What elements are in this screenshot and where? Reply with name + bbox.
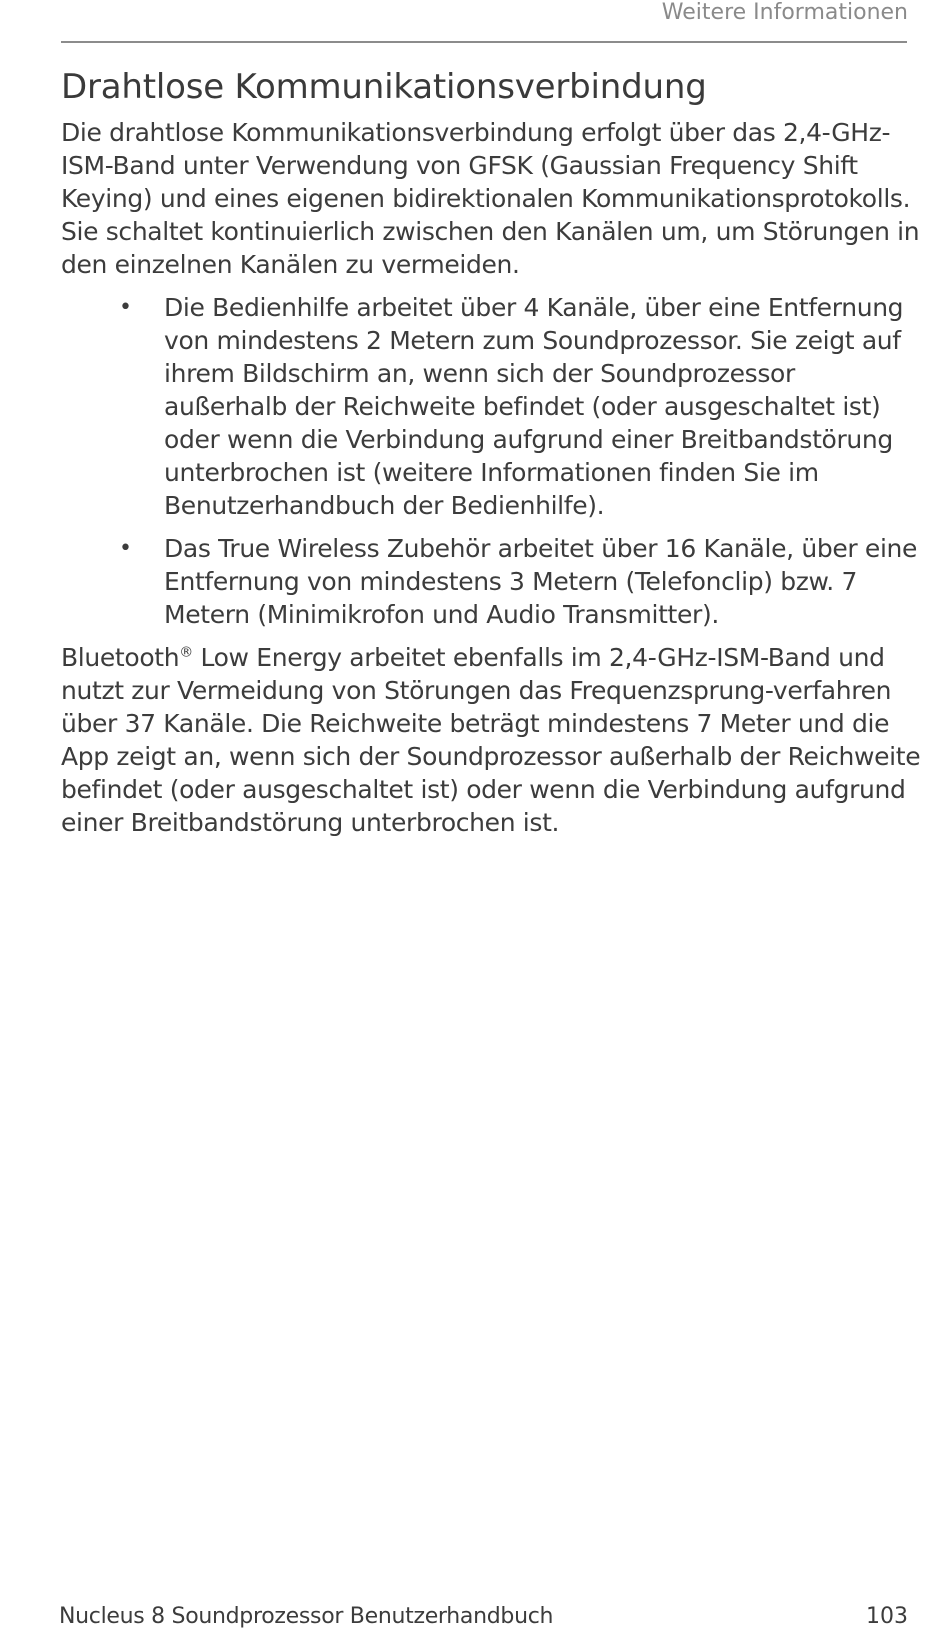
- bullet-marker: •: [119, 295, 132, 320]
- list-item-text: Das True Wireless Zubehör arbeitet über 16 Kanäle, über eine Entfernung von mindestens 3 Metern (Telefonclip) bzw. 7 Metern (Minimikrofon und Audio Transmitter).: [164, 534, 918, 629]
- list-item: [119, 532, 921, 631]
- footer-manual-title: Nucleus 8 Soundprozessor Benutzerhandbuch: [59, 1604, 554, 1629]
- running-header: Weitere Informationen: [661, 0, 908, 25]
- bluetooth-term: Bluetooth: [61, 643, 180, 672]
- intro-paragraph: Die drahtlose Kommunikationsverbindung erfolgt über das 2,4-GHz-ISM-Band unter Verwendung von GFSK (Gaussian Frequency Shift Keying) und eines eigenen bidirektionalen Kommunikationsprotokolls. Sie schaltet kontinuierlich zwischen den Kanälen um, um Störungen in den einzelnen Kanälen zu vermeiden.: [61, 118, 920, 279]
- bullet-marker: •: [119, 536, 132, 561]
- bullet-list: [61, 291, 921, 631]
- page-content: [61, 64, 921, 839]
- list-item: [119, 291, 921, 522]
- list-item-text: Die Bedienhilfe arbeitet über 4 Kanäle, über eine Entfernung von mindestens 2 Metern zum Soundprozessor. Sie zeigt auf ihrem Bildschirm an, wenn sich der Soundprozessor außerhalb der Reichweite befindet (oder ausgeschaltet ist) oder wenn die Verbindung aufgrund einer Breitbandstörung unterbrochen ist (weitere Informationen finden Sie im Benutzerhandbuch der Bedienhilfe).: [164, 293, 904, 520]
- page-number: 103: [866, 1604, 908, 1629]
- bluetooth-text: Low Energy arbeitet ebenfalls im 2,4-GHz-ISM-Band und nutzt zur Vermeidung von Störungen das Frequenzsprung-verfahren über 37 Kanäle. Die Reichweite beträgt mindestens 7 Meter und die App zeigt an, wenn sich der Soundprozessor außerhalb der Reichweite befindet (oder ausgeschaltet ist) oder wenn die Verbindung aufgrund einer Breitbandstörung unterbrochen ist.: [61, 643, 921, 837]
- section-title: Drahtlose Kommunikationsverbindung: [61, 67, 707, 107]
- header-divider: [61, 41, 907, 43]
- registered-mark: ®: [179, 644, 193, 661]
- bluetooth-paragraph: [61, 641, 921, 839]
